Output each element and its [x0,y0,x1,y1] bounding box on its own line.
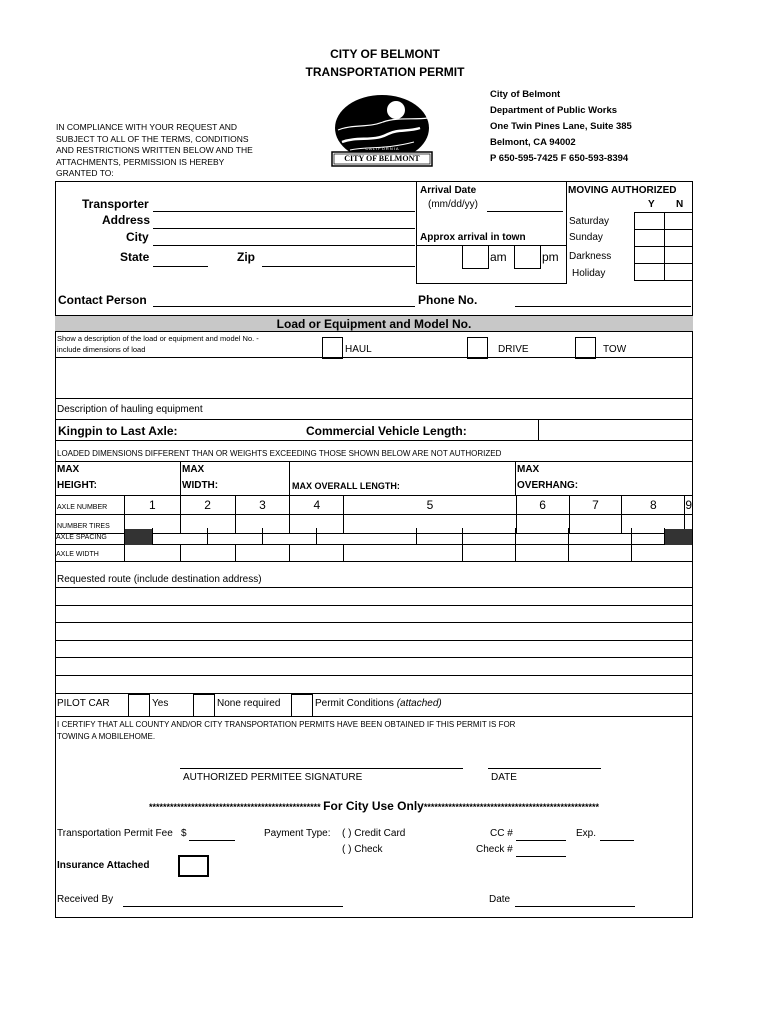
number-tires-label: NUMBER TIRES [57,523,110,530]
signature-field[interactable] [180,768,463,769]
zip-field[interactable] [262,266,415,267]
signature-label: AUTHORIZED PERMITEE SIGNATURE [183,772,363,783]
axle-spacing-blackout [124,529,152,545]
spacing-divider [568,528,569,545]
compliance-line: ATTACHMENTS, PERMISSION IS HEREBY [56,156,225,167]
axle-spacing-blackout-end [665,529,692,545]
permit-fee-field[interactable] [189,840,235,841]
width-divider [343,545,344,562]
axle-width-label: AXLE WIDTH [56,551,99,558]
max-height-line2: HEIGHT: [57,480,97,491]
payment-type-label: Payment Type: [264,828,331,839]
max-width-line1: MAX [182,464,205,475]
check-option[interactable]: ( ) Check [342,844,383,855]
dimensions-notice: LOADED DIMENSIONS DIFFERENT THAN OR WEIGHTS EXCEEDING THOSE SHOWN BELOW ARE NOT AUTHORIZED [57,449,502,458]
compliance-line: SUBJECT TO ALL OF THE TERMS, CONDITIONS [56,133,249,144]
address-line: One Twin Pines Lane, Suite 385 [490,121,632,132]
n-label: N [676,199,684,210]
max-overall-length-label: MAX OVERALL LENGTH: [292,481,400,491]
certify-date-field[interactable] [488,768,601,769]
city-use-banner [55,800,693,812]
arrival-date-field[interactable] [487,211,563,212]
max-overhang-line2: OVERHANG: [517,480,579,491]
page-subtitle: TRANSPORTATION PERMIT [305,65,465,79]
load-description-field[interactable] [56,358,692,397]
requested-route-label: Requested route (include destination address) [57,574,262,585]
axle-number-cell: 8 [622,496,685,515]
city-logo [328,92,436,172]
spacing-divider [124,528,125,545]
moving-divider [566,181,567,284]
state-field[interactable] [153,266,208,267]
axle-number-label: AXLE NUMBER [57,504,108,511]
kingpin-divider [55,440,693,441]
saturday-yes-checkbox[interactable] [635,213,665,230]
width-divider [289,545,290,562]
page-title: CITY OF BELMONT [330,47,440,61]
attached-text: (attached) [396,698,442,709]
compliance-text [56,122,253,180]
transporter-field[interactable] [153,211,415,212]
dim-divider-3 [515,461,516,495]
axle-number-cell: 9 [685,496,693,515]
tow-label: TOW [603,344,627,355]
state-label: State [120,250,150,264]
axle-number-cell: 2 [180,496,235,515]
received-date-field[interactable] [515,906,635,907]
moving-option-holiday: Holiday [572,268,606,279]
max-width-line2: WIDTH: [182,480,219,491]
pilot-none-checkbox[interactable] [193,694,215,717]
pm-time-field[interactable] [514,245,541,269]
insurance-checkbox[interactable] [178,855,209,877]
hauling-equipment-label: Description of hauling equipment [57,404,203,415]
sunday-yes-checkbox[interactable] [635,230,665,247]
phone-label: Phone No. [418,293,478,307]
route-line[interactable] [55,587,693,588]
width-divider [124,545,125,562]
address-line: Belmont, CA 94002 [490,137,576,148]
route-line[interactable] [55,657,693,658]
haul-label: HAUL [345,344,372,355]
permit-fee-label: Transportation Permit Fee [57,828,173,839]
load-instructions-line2: include dimensions of load [57,345,146,354]
route-line[interactable] [55,605,693,606]
moving-option-saturday: Saturday [569,216,610,227]
compliance-line: AND RESTRICTIONS WRITTEN BELOW AND THE [56,145,253,155]
spacing-divider [631,528,632,545]
route-line[interactable] [55,622,693,623]
insurance-attached-label: Insurance Attached [57,860,150,871]
city-label: City [126,230,149,244]
axle-number-cell: 1 [124,496,180,515]
commercial-length-label: Commercial Vehicle Length: [306,424,467,438]
drive-checkbox[interactable] [467,337,488,359]
am-time-field[interactable] [462,245,489,269]
width-divider [180,545,181,562]
spacing-divider [207,528,208,545]
pilot-none-label: None required [217,698,281,709]
axle-width-row [55,545,693,562]
saturday-no-checkbox[interactable] [665,213,693,230]
address-line: P 650-595-7425 F 650-593-8394 [490,153,629,164]
max-overhang-line1: MAX [517,464,540,475]
arrival-date-label: Arrival Date [420,185,477,196]
form-top-border [55,181,693,182]
arrival-format-label: (mm/dd/yy) [428,199,478,210]
certify-line1: I CERTIFY THAT ALL COUNTY AND/OR CITY TRANSPORTATION PERMITS HAVE BEEN OBTAINED IF THIS PERMIT IS FOR [57,720,516,729]
spacing-divider [262,528,263,545]
axle-number-cell: 7 [569,496,622,515]
address-line: Department of Public Works [490,105,618,116]
check-number-field[interactable] [516,856,566,857]
dollar-sign: $ [181,828,187,839]
width-divider [631,545,632,562]
spacing-divider [316,528,317,545]
commercial-length-field[interactable] [539,420,692,439]
pilot-divider [55,716,693,717]
certify-line2: TOWING A MOBILEHOME. [57,732,156,741]
seal-text: CITY OF BELMONT [344,154,420,163]
axle-number-cell: 3 [235,496,290,515]
axle-number-cell: 6 [516,496,569,515]
tow-checkbox[interactable] [575,337,596,359]
contact-person-field[interactable] [153,306,415,307]
banner-stars-right: ************************************************** [423,802,599,812]
pilot-car-label: PILOT CAR [57,698,110,709]
approx-arrival-divider [416,245,566,246]
pilot-yes-label: Yes [152,698,169,709]
transporter-label: Transporter [82,197,149,211]
spacing-divider [462,528,463,545]
address-line: City of Belmont [490,89,561,100]
received-by-field[interactable] [123,906,343,907]
load-divider-2 [55,398,693,399]
address-field[interactable] [153,228,415,229]
width-divider [462,545,463,562]
cc-number-field[interactable] [516,840,566,841]
pm-label: pm [542,250,559,264]
spacing-divider [515,528,516,545]
kingpin-label: Kingpin to Last Axle: [58,424,178,438]
y-label: Y [648,199,655,210]
axle-number-cell: 4 [290,496,344,515]
holiday-yes-checkbox[interactable] [635,264,665,281]
axle-number-cell: 5 [344,496,516,515]
received-by-label: Received By [57,894,114,905]
permit-conditions-label [315,699,442,709]
cc-number-label: CC # [490,828,513,839]
city-field[interactable] [153,245,415,246]
sunday-no-checkbox[interactable] [665,230,693,247]
drive-label: DRIVE [498,344,529,355]
address-label: Address [102,213,151,227]
received-date-label: Date [489,894,511,905]
contact-person-label: Contact Person [58,293,147,307]
moving-option-darkness: Darkness [569,251,612,262]
certify-date-label: DATE [491,772,517,783]
credit-card-option[interactable]: ( ) Credit Card [342,828,406,839]
check-number-label: Check # [476,844,513,855]
compliance-line: GRANTED TO: [56,168,114,178]
load-instructions-line1: Show a description of the load or equipment and model No. - [57,334,259,343]
am-label: am [490,250,507,264]
spacing-divider [416,528,417,545]
width-divider [515,545,516,562]
banner-stars-left: ************************************************* [149,802,321,812]
moving-authorized-label: MOVING AUTHORIZED [568,185,677,196]
permit-conditions-text: Permit Conditions [315,698,394,709]
load-section-title: Load or Equipment and Model No. [276,317,472,331]
exp-label: Exp. [576,828,597,839]
banner-title: For City Use Only [323,799,424,813]
haul-checkbox[interactable] [322,337,343,359]
route-line[interactable] [55,675,693,676]
permit-conditions-checkbox[interactable] [291,694,313,717]
seal-top-text: C A L I F O R N I A [365,146,399,151]
moving-option-sunday: Sunday [569,232,603,243]
axle-spacing-label: AXLE SPACING [56,534,107,541]
width-divider [568,545,569,562]
pilot-yes-checkbox[interactable] [128,694,150,717]
dim-divider-1 [180,461,181,495]
width-divider [235,545,236,562]
route-line[interactable] [55,693,693,694]
moving-authorized-grid [634,212,693,281]
darkness-no-checkbox[interactable] [665,247,693,264]
department-address [490,87,632,167]
approx-arrival-label: Approx arrival in town [420,232,526,243]
max-height-line1: MAX [57,464,80,475]
phone-field[interactable] [515,306,691,307]
row-label [56,496,125,515]
exp-field[interactable] [600,840,634,841]
notice-divider [55,461,693,462]
zip-label: Zip [237,250,255,264]
spacing-divider [152,528,153,545]
compliance-line: IN COMPLIANCE WITH YOUR REQUEST AND [56,122,238,132]
darkness-yes-checkbox[interactable] [635,247,665,264]
holiday-no-checkbox[interactable] [665,264,693,281]
route-line[interactable] [55,640,693,641]
form-bottom-border [55,917,693,918]
dim-divider-2 [289,461,290,495]
